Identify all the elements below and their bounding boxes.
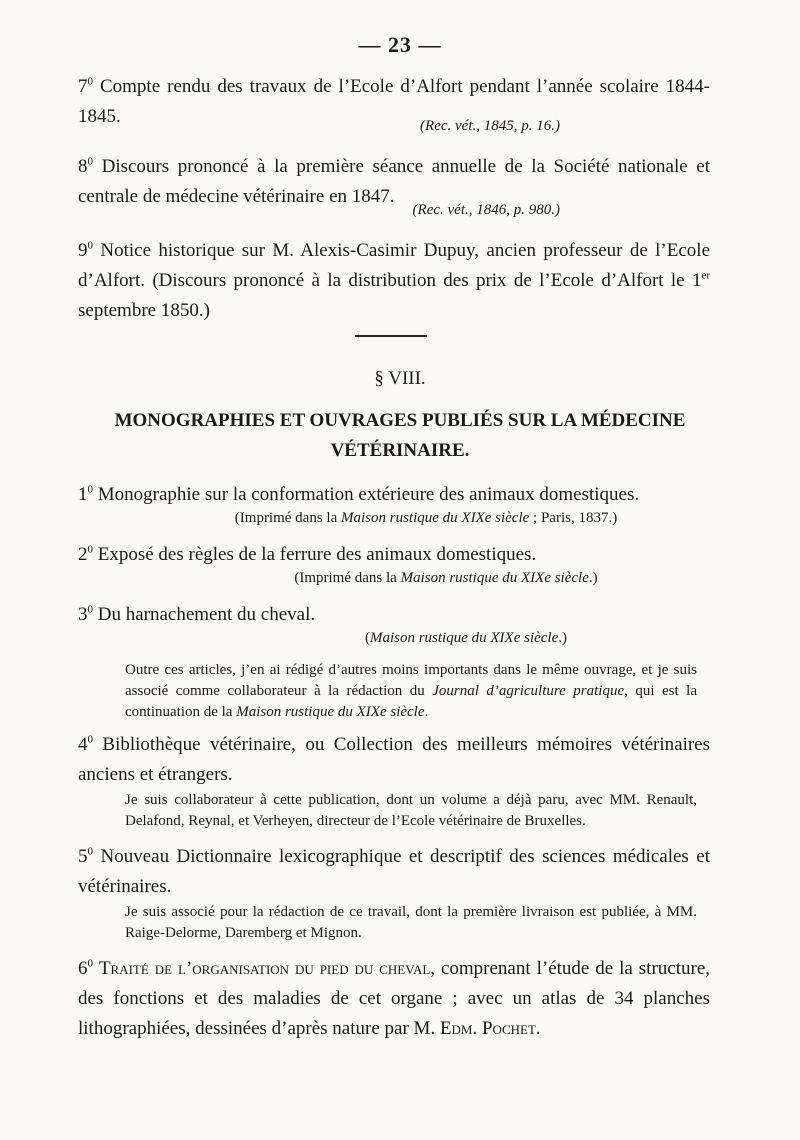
list-item-5 — [78, 842, 710, 902]
citation: (Rec. vét., 1846, p. 980.) — [412, 202, 560, 218]
item-number: $8^0$ — [78, 155, 93, 177]
item-number: $1^0$ — [78, 483, 93, 505]
item-number: $5^0$ — [78, 845, 93, 867]
list-item-1 — [78, 480, 710, 510]
section-number: § VIII. — [374, 368, 426, 389]
note-paragraph: Je suis associé pour la rédaction de ce travail, dont la première livraison est publiée, à MM. Raige-Delorme, Daremberg et Mignon. — [125, 904, 697, 941]
citation: (Rec. vét., 1845, p. 16.) — [420, 118, 560, 134]
item-text: Monographie sur la conformation extérieure des animaux domestiques. — [97, 484, 640, 505]
page-number: — 23 — — [358, 32, 442, 57]
item-text: Bibliothèque vétérinaire, ou Collection des meilleurs mémoires vétérinaires anciens et étrangers. — [78, 734, 711, 785]
item-text: Discours prononcé à la première séance annuelle de la Société nationale et centrale de médecine vétérinaire en 1847. — [78, 156, 710, 207]
item-number: $6^0$ — [78, 957, 93, 979]
item-text: Notice historique sur M. Alexis-Casimir Dupuy, ancien professeur de l’Ecole d’Alfort. (Discours prononcé à la distribution des prix de l’Ecole d’Alfort le 1 — [78, 240, 710, 291]
section-divider — [355, 335, 427, 337]
item-author: Edm. Pochet — [439, 1018, 536, 1039]
item-text: , comprenant l’étude de la structure, des fonctions et des maladies de cet organe ; avec un atlas de 34 planches lithographiées, dessinées d’après nature par M. — [78, 958, 711, 1039]
item-number: $9^0$ — [78, 239, 93, 261]
list-item-4 — [78, 730, 710, 790]
item-number: $4^0$ — [78, 733, 93, 755]
item-text: Du harnachement du cheval. — [97, 604, 316, 625]
citation: (Imprimé dans la Maison rustique du XIXe siècle ; Paris, 1837.) — [234, 510, 618, 526]
item-number: $7^0$ — [78, 75, 93, 97]
note-paragraph: Je suis collaborateur à cette publication, dont un volume a déjà paru, avec MM. Renault, Delafond, Reynal, et Verheyen, directeur de l’Ecole vétérinaire de Bruxelles. — [125, 792, 697, 829]
item-number: $3^0$ — [78, 603, 93, 625]
section-title: MONOGRAPHIES ET OUVRAGES PUBLIÉS SUR LA MÉDECINE VÉTÉRINAIRE. — [114, 410, 686, 461]
citation: (Maison rustique du XIXe siècle.) — [364, 630, 568, 646]
note-paragraph: Outre ces articles, j’en ai rédigé d’autres moins importants dans le même ouvrage, et je suis associé comme collaborateur à la rédaction du Journal d’agriculture pratique, qui est la continuation de la Maison rustique du XIXe siècle. — [125, 662, 697, 720]
item-text: Nouveau Dictionnaire lexicographique et descriptif des sciences médicales et vétérinaires. — [78, 846, 711, 897]
list-item-6: $6^0$ Traité de l’organisation du pied du cheval, comprenant l’étude de la structure, des fonctions et des maladies de cet organe ; avec un atlas de 34 planches lithographiées, dessinées d’après nature par M. Edm. Pochet. — [78, 957, 711, 1039]
list-item-9: $9^0$ Notice historique sur M. Alexis-Casimir Dupuy, ancien professeur de l’Ecole d’Alfort. (Discours prononcé à la distribution des prix de l’Ecole d’Alfort le 1er septembre 1850.) — [78, 239, 710, 321]
item-text: Compte rendu des travaux de l’Ecole d’Alfort pendant l’année scolaire 1844-1845. — [78, 76, 711, 127]
superscript: er — [701, 269, 710, 282]
citation: (Imprimé dans la Maison rustique du XIXe siècle.) — [294, 570, 598, 586]
item-text: Exposé des règles de la ferrure des animaux domestiques. — [97, 544, 537, 565]
item-number: $2^0$ — [78, 543, 93, 565]
list-item-2 — [78, 540, 710, 570]
list-item-3 — [78, 600, 710, 630]
item-title: Traité de l’organisation du pied du cheval — [98, 958, 431, 979]
